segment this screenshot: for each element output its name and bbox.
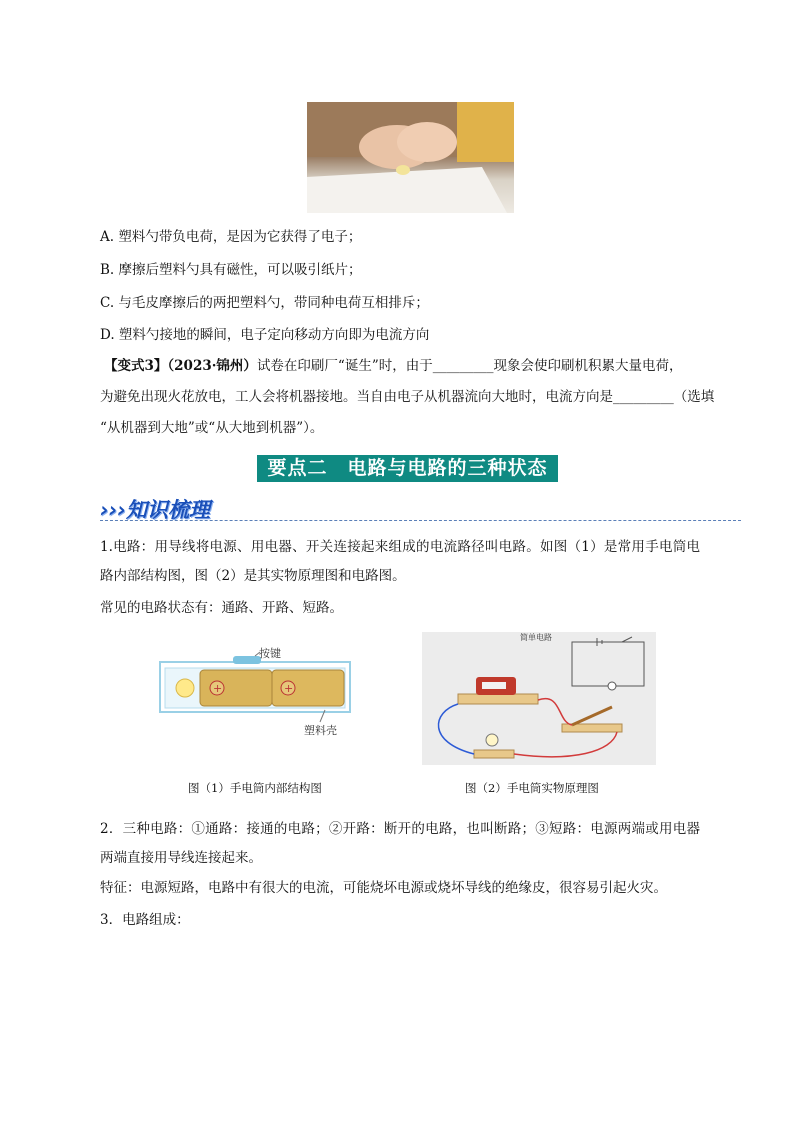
label-button: 按键 <box>259 647 281 660</box>
principle-diagram <box>422 632 656 765</box>
variant-source: （2023·锦州） <box>167 358 257 374</box>
figure1-caption: 图（1）手电筒内部结构图 <box>188 781 322 795</box>
paragraph-three-circuits: 2．三种电路：①通路：接通的电路；②开路：断开的电路，也叫断路；③短路：电源两端或用电器两端直接用导线连接起来。 <box>100 821 700 866</box>
figure2-caption: 图（2）手电筒实物原理图 <box>465 781 599 795</box>
figure-flashlight-principle <box>422 632 656 765</box>
paragraph-circuit-composition: 3．电路组成： <box>100 912 190 928</box>
variant-line-3: “从机器到大地”或“从大地到机器”）。 <box>100 420 324 436</box>
paragraph-short-circuit-feature: 特征：电源短路，电路中有很大的电流，可能烧坏电源或烧坏导线的绝缘皮，很容易引起火灾。 <box>100 880 667 896</box>
label-plastic-shell: 塑料壳 <box>304 724 337 737</box>
photo-hands-spoon-paper <box>307 102 514 213</box>
option-b: B. 摩擦后塑料勺具有磁性，可以吸引纸片； <box>100 262 362 278</box>
option-a: A. 塑料勺带负电荷，是因为它获得了电子； <box>100 229 362 245</box>
figure-flashlight-structure <box>155 640 355 745</box>
variant-line-2: 为避免出现火花放电，工人会将机器接地。当自由电子从机器流向大地时，电流方向是_________（选填 <box>100 389 715 405</box>
svg-text:+: + <box>213 682 223 695</box>
svg-text:+: + <box>284 682 294 695</box>
section-heading: 要点二 电路与电路的三种状态 <box>257 455 558 482</box>
variant-line-1 <box>104 356 683 376</box>
paragraph-circuit-definition: 1.电路：用导线将电源、用电器、开关连接起来组成的电流路径叫电路。如图（1）是常用手电筒电路内部结构图，图（2）是其实物原理图和电路图。 <box>100 539 700 584</box>
dashed-divider <box>100 520 741 521</box>
hands-illustration <box>307 102 514 213</box>
paragraph-circuit-states: 常见的电路状态有：通路、开路、短路。 <box>100 600 343 616</box>
knowledge-banner: ›››知识梳理 <box>100 498 210 522</box>
option-c: C. 与毛皮摩擦后的两把塑料勺，带同种电荷互相排斥； <box>100 295 429 311</box>
variant-text-1: 试卷在印刷厂“诞生”时，由于_________现象会使印刷机积累大量电荷， <box>256 358 683 374</box>
variant-tag: 【变式3】 <box>104 358 168 374</box>
label-simple-circuit: 简单电路 <box>520 633 552 642</box>
option-d: D. 塑料勺接地的瞬间，电子定向移动方向即为电流方向 <box>100 327 430 343</box>
